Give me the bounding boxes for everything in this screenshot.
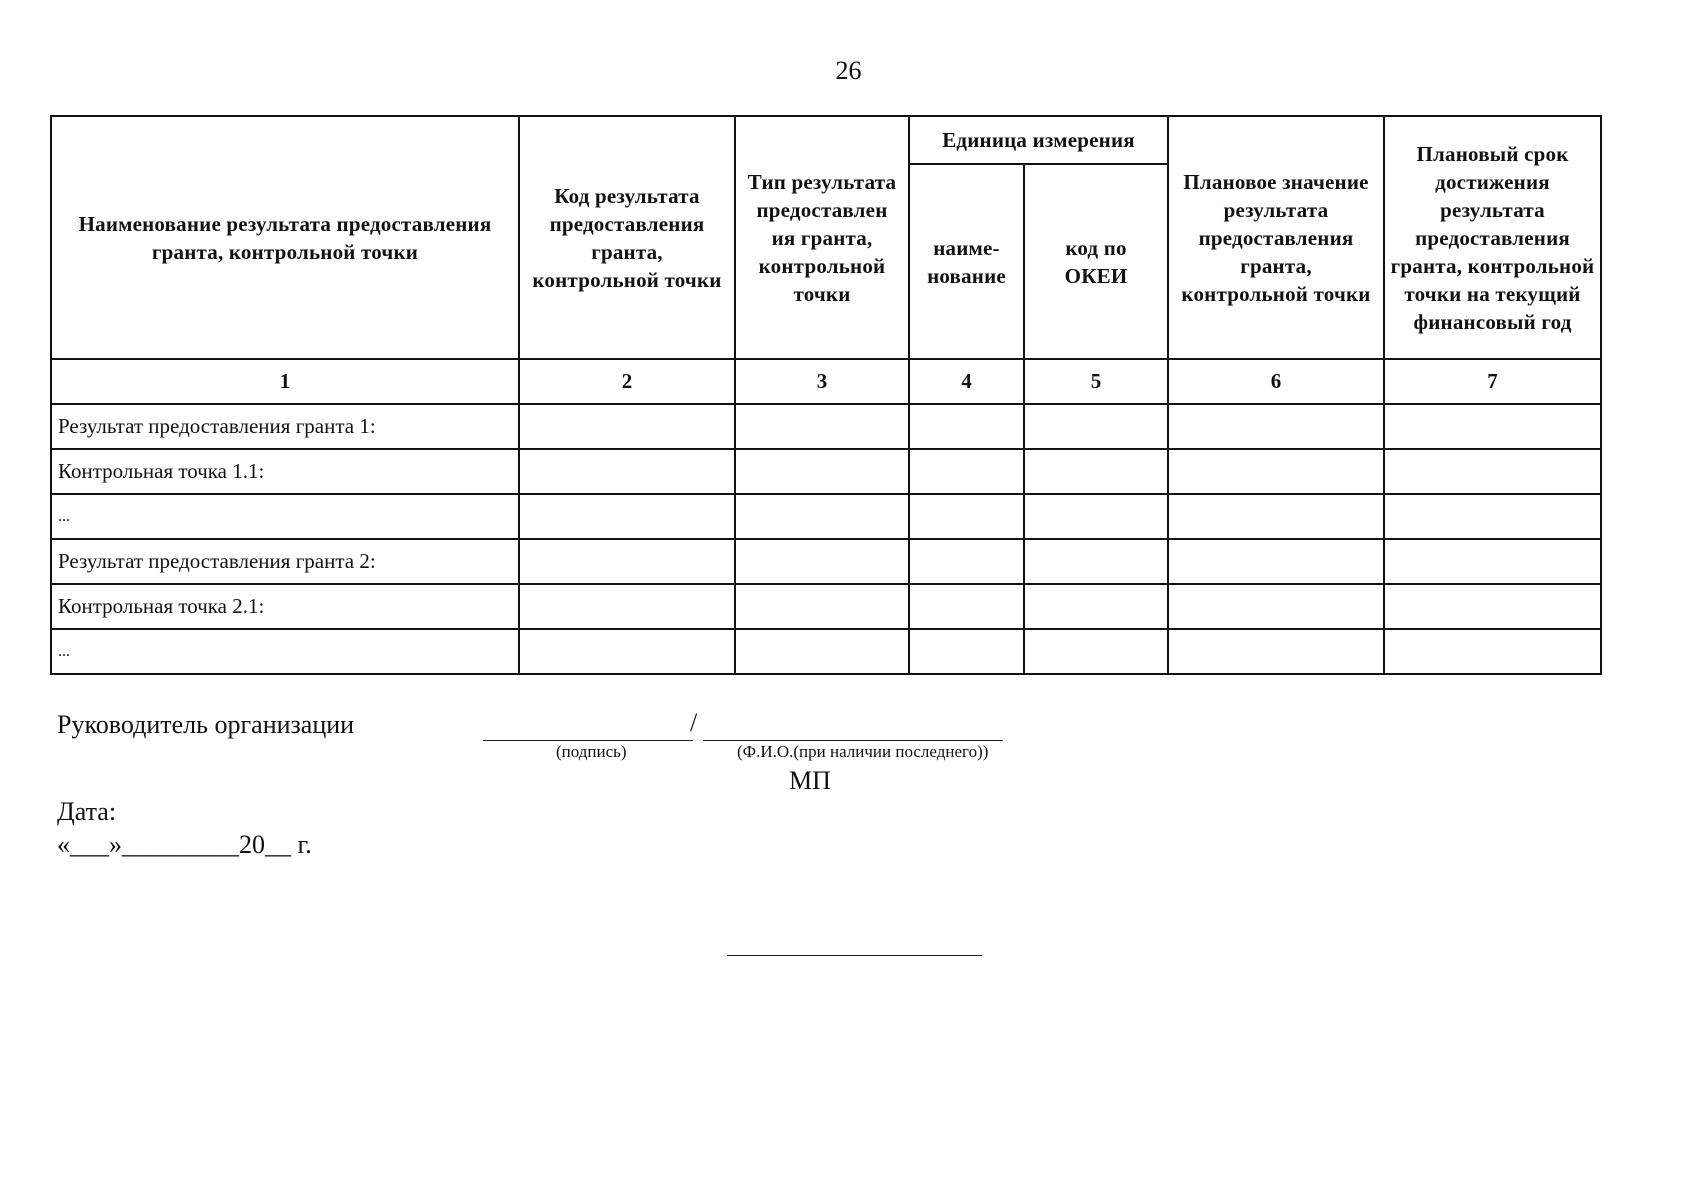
row-label: Результат предоставления гранта 2:: [51, 539, 519, 584]
table-cell: [735, 584, 909, 629]
table-cell: [735, 494, 909, 539]
table-cell: [1384, 404, 1601, 449]
header-unit-group: Единица измерения: [909, 116, 1168, 164]
page-number: 26: [835, 56, 862, 85]
column-number: 7: [1384, 359, 1601, 404]
table-cell: [1384, 539, 1601, 584]
table-row: [51, 629, 1601, 674]
head-of-organization-label: Руководитель организации: [57, 710, 355, 739]
table-cell: [1168, 494, 1384, 539]
header-unit-name: наиме-нование: [909, 164, 1024, 359]
signature-separator: /: [690, 708, 698, 737]
date-label: Дата:: [57, 797, 117, 826]
table-row: [51, 539, 1601, 584]
table-cell: [909, 494, 1024, 539]
table-cell: [1024, 449, 1168, 494]
table-cell: [1024, 404, 1168, 449]
table-cell: [1168, 539, 1384, 584]
full-name-line: [703, 740, 1003, 741]
footer-divider: [727, 955, 982, 956]
table-row: [51, 404, 1601, 449]
table-cell: [1024, 629, 1168, 674]
stamp-placeholder: МП: [789, 766, 831, 795]
table-cell: [909, 539, 1024, 584]
column-number: 6: [1168, 359, 1384, 404]
table-row: [51, 449, 1601, 494]
table-cell: [519, 449, 735, 494]
table-cell: [1384, 629, 1601, 674]
table-cell: [519, 494, 735, 539]
table-row: [51, 584, 1601, 629]
header-result-name: Наименование результата предоставления гранта, контрольной точки: [51, 116, 519, 359]
table-cell: [1384, 584, 1601, 629]
table-cell: [735, 629, 909, 674]
header-planned-value: Плановое значение результата предоставления гранта, контрольной точки: [1168, 116, 1384, 359]
header-okei-code: код по ОКЕИ: [1024, 164, 1168, 359]
table-cell: [1168, 404, 1384, 449]
column-number: 3: [735, 359, 909, 404]
header-planned-date: Плановый срок достижения результата предоставления гранта, контрольной точки на текущий финансовый год: [1384, 116, 1601, 359]
row-label: Результат предоставления гранта 1:: [51, 404, 519, 449]
table-cell: [909, 449, 1024, 494]
table-cell: [1384, 494, 1601, 539]
table-cell: [909, 404, 1024, 449]
row-label: ...: [51, 494, 519, 539]
table-cell: [909, 629, 1024, 674]
table-cell: [1024, 539, 1168, 584]
table-cell: [735, 404, 909, 449]
table-cell: [1384, 449, 1601, 494]
header-result-type: Тип результата предоставлен ия гранта, контрольной точки: [735, 116, 909, 359]
column-number: 2: [519, 359, 735, 404]
header-result-code: Код результата предоставления гранта, контрольной точки: [519, 116, 735, 359]
table-cell: [1168, 449, 1384, 494]
table-cell: [519, 584, 735, 629]
row-label: Контрольная точка 2.1:: [51, 584, 519, 629]
date-template: «___»_________20__ г.: [57, 830, 312, 859]
column-number-row: [51, 359, 1601, 404]
signature-caption: (подпись): [556, 742, 627, 761]
table-cell: [909, 584, 1024, 629]
signature-line: [483, 740, 693, 741]
row-label: Контрольная точка 1.1:: [51, 449, 519, 494]
table-cell: [1168, 629, 1384, 674]
table-cell: [1024, 584, 1168, 629]
full-name-caption: (Ф.И.О.(при наличии последнего)): [737, 742, 989, 761]
table-cell: [519, 629, 735, 674]
table-cell: [735, 539, 909, 584]
row-label: ...: [51, 629, 519, 674]
column-number: 5: [1024, 359, 1168, 404]
table-cell: [519, 539, 735, 584]
column-number: 1: [51, 359, 519, 404]
table-cell: [519, 404, 735, 449]
table-cell: [1168, 584, 1384, 629]
table-cell: [735, 449, 909, 494]
grant-results-table: [50, 115, 1602, 675]
table-cell: [1024, 494, 1168, 539]
column-number: 4: [909, 359, 1024, 404]
table-row: [51, 494, 1601, 539]
